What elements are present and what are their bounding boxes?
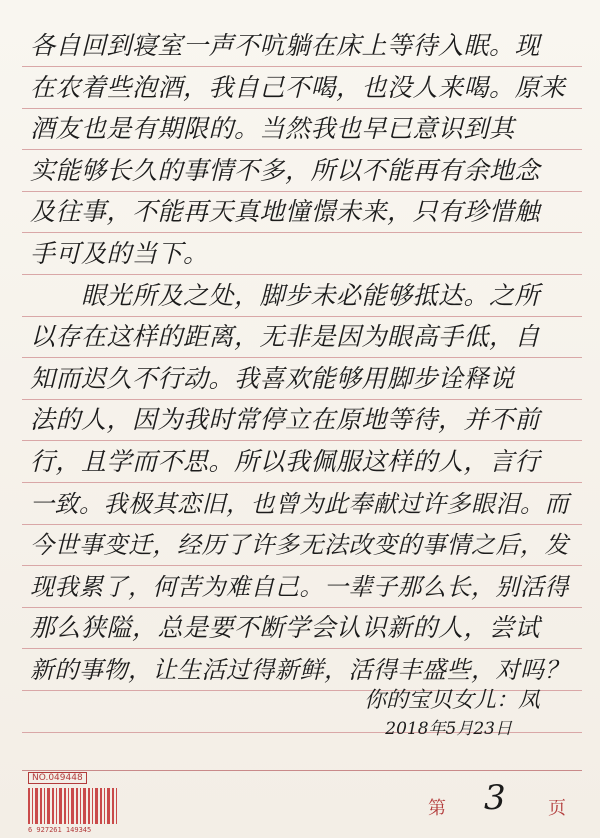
letter-line: 手可及的当下。 — [30, 239, 209, 268]
letter-line: 酒友也是有期限的。当然我也早已意识到其 — [30, 114, 515, 144]
ruled-line — [22, 232, 582, 233]
ruled-line — [22, 399, 582, 400]
letter-line: 及往事，不能再天真地憧憬未来，只有珍惜触 — [30, 197, 541, 227]
barcode-icon — [28, 788, 118, 824]
ruled-line — [22, 66, 582, 67]
letter-line: 今世事变迁，经历了许多无法改变的事情之后，发 — [30, 531, 569, 560]
page-suffix: 页 — [548, 798, 566, 819]
signature-name: 你的宝贝女儿：凤 — [363, 688, 540, 713]
serial-number: NO.049448 — [28, 772, 87, 784]
footer-rule — [22, 770, 582, 771]
letter-line: 现我累了，何苦为难自己。一辈子那么长，别活得 — [30, 572, 569, 601]
ruled-area — [22, 28, 582, 760]
ruled-line — [22, 316, 582, 317]
barcode-number: 6 927261 149345 — [28, 826, 92, 834]
ruled-line — [22, 108, 582, 109]
letter-line: 法的人，因为我时常停立在原地等待，并不前 — [30, 405, 541, 435]
ruled-line — [22, 149, 582, 150]
letter-line: 一致。我极其恋旧，也曾为此奉献过许多眼泪。而 — [30, 489, 569, 518]
ruled-line — [22, 607, 582, 608]
ruled-line — [22, 274, 582, 275]
ruled-line — [22, 191, 582, 192]
letter-line: 在农着些泡酒，我自己不喝，也没人来喝。原来 — [30, 72, 566, 102]
letter-line: 各自回到寝室一声不吭躺在床上等待入眠。现 — [30, 31, 541, 60]
ruled-line — [22, 482, 582, 483]
ruled-line — [22, 648, 582, 649]
ruled-line — [22, 440, 582, 441]
ruled-line — [22, 524, 582, 525]
letter-line: 知而迟久不行动。我喜欢能够用脚步诠释说 — [30, 363, 515, 393]
ruled-line — [22, 565, 582, 566]
signature-date: 2018年5月23日 — [385, 719, 512, 739]
page-prefix: 第 — [428, 798, 446, 819]
letter-line: 实能够长久的事情不多，所以不能再有余地念 — [30, 155, 541, 185]
letter-line: 那么狭隘，总是要不断学会认识新的人，尝试 — [30, 613, 541, 643]
letter-line: 行，且学而不思。所以我佩服这样的人，言行 — [30, 447, 541, 476]
ruled-line — [22, 357, 582, 358]
letter-line: 新的事物，让生活过得新鲜，活得丰盛些，对吗？ — [30, 656, 569, 684]
letter-line: 以存在这样的距离，无非是因为眼高手低，自 — [30, 322, 541, 352]
letter-line: 眼光所及之处，脚步未必能够抵达。之所 — [30, 280, 541, 310]
page-number: 3 — [484, 778, 506, 818]
